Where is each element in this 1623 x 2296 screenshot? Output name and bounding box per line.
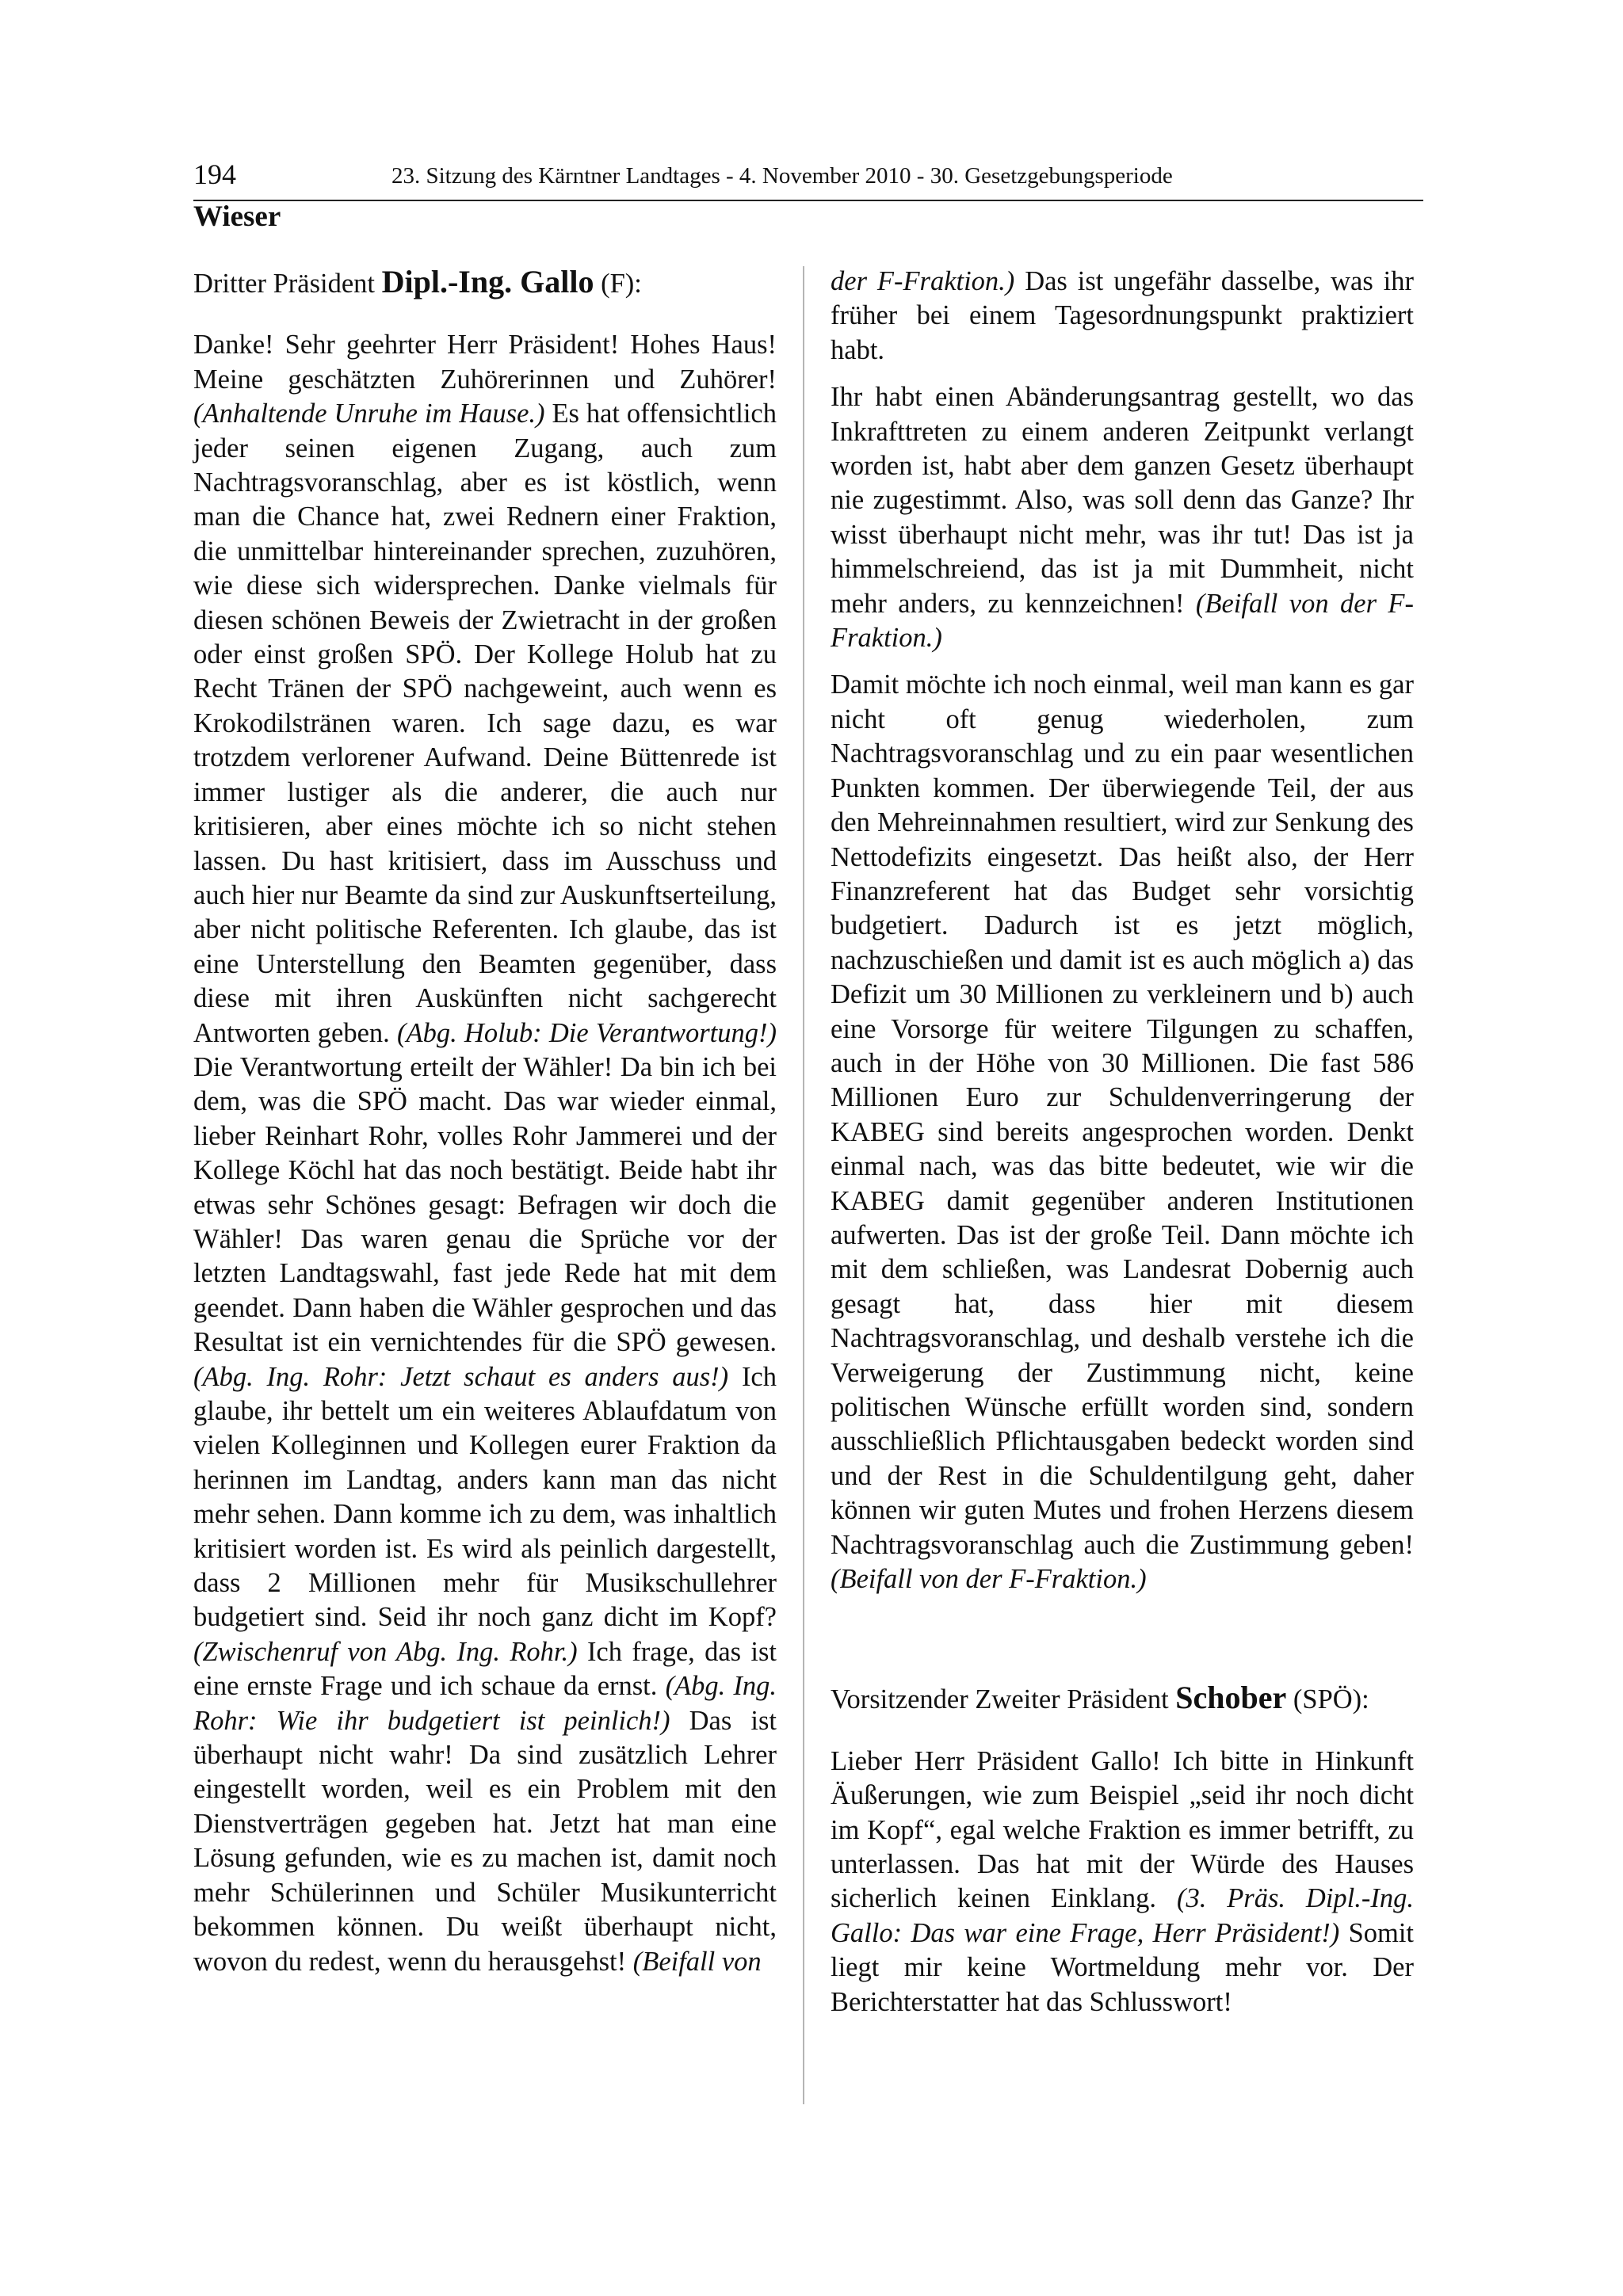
speaker-name: Schober xyxy=(1175,1680,1287,1716)
interjection: (Beifall von der F-Fraktion.) xyxy=(831,1564,1147,1595)
speaker-name: Dipl.-Ing. Gallo xyxy=(381,264,594,299)
interjection: der F-Fraktion.) xyxy=(831,266,1015,296)
speech-text: Ihr habt einen Abänderungsantrag gestellt, wo das Inkrafttreten zu einem anderen Zeitpunkt verlangt worden ist, habt aber dem ganzen Gesetz überhaupt nie zugestimmt. Also, was soll denn das Ganze? Ihr wisst überhaupt nicht mehr, was ihr tut! Das ist ja himmelschreiend, das ist ja mit Dummheit, nicht mehr anders, zu kennzeichnen! xyxy=(831,382,1414,619)
speech-text: Das ist überhaupt nicht wahr! Da sind zusätzlich Lehrer eingestellt worden, weil es ein Problem mit den Dienstverträgen gegeben hat. Jetzt hat man eine Lösung gefunden, wie es zu machen ist, damit noch mehr Schülerinnen und Schüler Musikunterricht bekommen können. Du weißt überhaupt nicht, wovon du redest, wenn du herausgehst! xyxy=(193,1705,777,1977)
section-gap xyxy=(831,1596,1414,1680)
interjection: (Abg. Ing. Rohr: Wie ihr budgetiert ist peinlich!) xyxy=(193,1671,777,1736)
interjection: (3. Präs. Dipl.-Ing. Gallo: Das war eine Frage, Herr Präsident!) xyxy=(831,1883,1414,1948)
speech-paragraph xyxy=(831,265,1414,368)
speech-paragraph xyxy=(831,380,1414,655)
speech-text: Lieber Herr Präsident Gallo! Ich bitte in Hinkunft Äußerungen, wie zum Beispiel „seid ihr noch dicht im Kopf“, egal welche Fraktion es immer betrifft, zu unterlassen. Das hat mit der Würde des Hauses sicherlich keinen Einklang. xyxy=(831,1745,1414,1914)
interjection: (Abg. Holub: Die Verantwortung!) xyxy=(397,1017,777,1048)
page-number: 194 xyxy=(193,158,236,190)
running-speaker-tag: Wieser xyxy=(193,200,281,233)
speech-paragraph xyxy=(193,328,777,1979)
right-column xyxy=(831,265,1414,2019)
speaker-heading-gallo xyxy=(193,265,777,301)
speech-text: Somit liegt mir keine Wortmeldung mehr vor. Der Berichterstatter hat das Schlusswort! xyxy=(831,1917,1415,2017)
session-title: 23. Sitzung des Kärntner Landtages - 4. November 2010 - 30. Gesetzgebungsperiode xyxy=(391,163,1173,189)
speech-text: Das ist ungefähr dasselbe, was ihr früher bei einem Tagesordnungspunkt praktiziert habt. xyxy=(831,266,1414,365)
speech-text: Die Verantwortung erteilt der Wähler! Da bin ich bei dem, was die SPÖ macht. Das war wieder einmal, lieber Reinhart Rohr, volles Rohr Jammerei und der Kollege Köchl hat das noch bestätigt. Beide habt ihr etwas sehr Schönes gesagt: Befragen wir doch die Wähler! Das waren genau die Sprüche vor der letzten Landtagswahl, fast jede Rede hat mit dem geendet. Dann haben die Wähler gesprochen und das Resultat ist ein vernichtendes für die SPÖ gewesen. xyxy=(193,1051,777,1358)
interjection: (Beifall von der F-Fraktion.) xyxy=(831,588,1414,654)
speech-paragraph xyxy=(831,1745,1414,2019)
interjection: (Zwischenruf von Abg. Ing. Rohr.) xyxy=(193,1636,578,1667)
page-header xyxy=(193,155,1423,201)
interjection: (Beifall von xyxy=(632,1946,762,1977)
speech-text: Ich glaube, ihr bettelt um ein weiteres Ablaufdatum von vielen Kolleginnen und Kollegen eurer Fraktion da herinnen im Landtag, anders kann man das nicht mehr sehen. Dann komme ich zu dem, was inhaltlich kritisiert worden ist. Es wird als peinlich dargestellt, dass 2 Millionen mehr für Musikschullehrer budgetiert sind. Seid ihr noch ganz dicht im Kopf? xyxy=(193,1361,777,1633)
speaker-role: Dritter Präsident xyxy=(193,269,375,299)
interjection: (Abg. Ing. Rohr: Jetzt schaut es anders aus!) xyxy=(193,1361,729,1392)
left-column xyxy=(193,265,777,1979)
speech-text: Ich frage, das ist eine ernste Frage und ich schaue da ernst. xyxy=(193,1636,777,1702)
speech-text: Danke! Sehr geehrter Herr Präsident! Hohes Haus! Meine geschätzten Zuhörerinnen und Zuhörer! xyxy=(193,330,777,395)
speech-paragraph xyxy=(831,668,1414,1596)
speech-text: Damit möchte ich noch einmal, weil man kann es gar nicht oft genug wiederholen, zum Nachtragsvoranschlag und zu ein paar wesentlichen Punkten kommen. Der überwiegende Teil, der aus den Mehreinnahmen resultiert, wird zur Senkung des Nettodefizits eingesetzt. Das heißt also, der Herr Finanzreferent hat das Budget sehr vorsichtig budgetiert. Dadurch ist es jetzt möglich, nachzuschießen und damit ist es auch möglich a) das Defizit um 30 Millionen zu verkleinern und b) auch eine Vorsorge für weitere Tilgungen zu schaffen, auch in der Höhe von 30 Millionen. Die fast 586 Millionen Euro zur Schuldenverringerung der KABEG sind bereits angesprochen worden. Denkt einmal nach, was das bitte bedeutet, wie wir die KABEG damit gegenüber anderen Institutionen aufwerten. Das ist der große Teil. Dann möchte ich mit dem schließen, was Landesrat Dobernig auch gesagt hat, dass hier mit diesem Nachtragsvoranschlag, und deshalb verstehe ich die Verweigerung der Zustimmung nicht, keine politischen Wünsche erfüllt worden sind, sondern ausschließlich Pflichtausgaben bedeckt worden sind und der Rest in die Schuldentilgung geht, daher können wir guten Mutes und frohen Herzens diesem Nachtragsvoranschlag auch die Zustimmung geben! xyxy=(831,669,1414,1560)
speaker-heading-schober xyxy=(831,1680,1414,1717)
speech-text: Es hat offensichtlich jeder seinen eigenen Zugang, auch zum Nachtragsvoranschlag, aber es ist köstlich, wenn man die Chance hat, zwei Rednern einer Fraktion, die unmittelbar hintereinander sprechen, zuzuhören, wie diese sich widersprechen. Danke vielmals für diesen schönen Beweis der Zwietracht in der großen oder einst großen SPÖ. Der Kollege Holub hat zu Recht Tränen der SPÖ nachgeweint, auch wenn es Krokodilstränen waren. Ich sage dazu, es war trotzdem verlorener Aufwand. Deine Büttenrede ist immer lustiger als die anderer, die auch nur kritisieren, aber eines möchte ich so nicht stehen lassen. Du hast kritisiert, dass im Ausschuss und auch hier nur Beamte da sind zur Auskunftserteilung, aber nicht politische Referenten. Ich glaube, das ist eine Unterstellung den Beamten gegenüber, dass diese mit ihren Auskünften nicht sachgerecht Antworten geben. xyxy=(193,399,777,1048)
speaker-party: (SPÖ): xyxy=(1293,1684,1369,1715)
speaker-party: (F): xyxy=(601,269,642,299)
column-divider xyxy=(803,266,804,2104)
interjection: (Anhaltende Unruhe im Hause.) xyxy=(193,399,545,429)
speaker-role: Vorsitzender Zweiter Präsident xyxy=(831,1684,1169,1715)
